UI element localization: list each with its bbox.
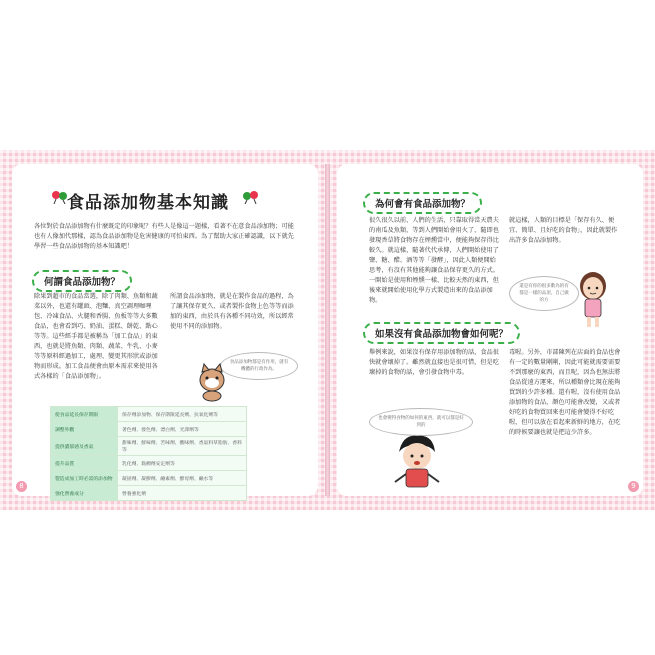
section-body-col2: 所謂食品添加物，就是在製作食品的過程，為了讓其保存更久、或者製作食物上色等等而添加的東西，由於具有各種不同功效，所以經常使用不同的添加物。: [170, 293, 294, 330]
speech-bubble: 還是有你的很多數為的有都是一樣的品項，自己做的方: [509, 276, 579, 311]
table-row: [51, 407, 247, 422]
book-spread: [0, 150, 655, 510]
page-number: 8: [16, 481, 27, 492]
table-cell-examples: 著色劑、發色劑、漂白劑、光澤劑等: [118, 422, 247, 437]
page-number: 9: [628, 481, 639, 492]
section-heading: [363, 322, 520, 344]
section-body-col1: 舉例來說，如果沒有保存用添加物的話，食品很快就會壞掉了。雖然就直接也是很可惜，但是吃壞掉的食物的話，會引發食物中毒。: [369, 349, 499, 376]
section-heading-text: 為何會有食品添加物？: [375, 199, 471, 210]
left-page: [12, 164, 318, 496]
table-row: [51, 456, 247, 471]
section-heading: [363, 192, 482, 214]
section-heading-text: 何謂食品添加物？: [44, 277, 121, 288]
girl-mascot-icon: [575, 268, 611, 330]
book-gutter: [325, 164, 330, 496]
table-cell-category: 強化營養成分: [51, 486, 118, 501]
table-cell-examples: 凝固劑、凝膠劑、鹼素劑、酵母劑、鹼水等: [118, 471, 247, 486]
table-cell-category: 使食品延長保存期限: [51, 407, 118, 422]
boy-mascot-icon: [389, 432, 445, 492]
additive-table: [50, 406, 247, 501]
section-body-col2: 毒喔。另外，市部陳列在店面的食品也會有一定的數量剛剛，因此可能就需要需要不到那麼的東西，而且呢，因為也無法將食品從遠方運來，所以種類會比現在能夠買到的少許多種。還有喔，沒有使用食品添加物的食品，顏色可能會改變，又或者好吃的食物買回來也可能會變得不好吃喔，但可以放在看起來新鮮的地方，在吃的時候要讓也就是把這少許多。: [509, 349, 621, 436]
table-cell-examples: 保存劑添加物、保存期限延長劑、抗氧化劑等: [118, 407, 247, 422]
table-cell-examples: 乳化劑、黏稠劑安定劑等: [118, 456, 247, 471]
table-cell-category: 提升品質: [51, 456, 118, 471]
section-body-col2: 就這樣，人類的目標是「保存有久、便宜、簡單、且好吃的食物」，因此就製作出許多食品添加物。: [509, 217, 618, 244]
table-cell-category: 提供濃郁感及香氣: [51, 437, 118, 456]
table-row: [51, 471, 247, 486]
speech-bubble: 食品添加物都是有作用，就有機體的行政作為。: [220, 352, 298, 380]
section-body-col1: 除果到超市的食品當選，除了肉類、魚類和蔬菜以外，也還有罐頭、泡麵、真空調理咖哩包、冷凍食品、火腿和香腸、魚板等等大多數食品，也會看到巧、奶油、蛋糕、餅乾、點心等等。這些經手都是被稱為「加工食品」的東西，也就是將魚類、肉類、蔬菜、牛乳、小麥等等原料經過加工，處理、變更其形狀或添加物而形成。加工食品便會由原本需求來使用各式各樣的「食品添加物」。: [34, 293, 158, 380]
table-cell-category: 調整外觀: [51, 422, 118, 437]
right-page: [337, 164, 643, 496]
table-cell-examples: 營養強化劑: [118, 486, 247, 501]
table-cell-examples: 甜味劑、鮮味劑、苦味劑、酸味劑、香氣料草脂肪、香料等: [118, 437, 247, 456]
table-row: [51, 437, 247, 456]
table-row: [51, 422, 247, 437]
section-heading-text: 如果沒有食品添加物會如何呢？: [375, 329, 509, 340]
section-heading: [32, 270, 132, 292]
table-cell-category: 製造成加工時必需的添加物: [51, 471, 118, 486]
table-row: [51, 486, 247, 501]
intro-paragraph: 各位對於食品添加物有什麼既定的印象呢？有些人是像這一題樣，看著不在意食品添加物；可能也有人像加代那樣，認為食品添加物是危害健康的可怕東西。為了幫助大家正確認識，以下就先學習一些食品添加物的基本知識吧！: [34, 223, 294, 250]
lollipop-deco-icon: [242, 190, 260, 204]
page-title: 食品添加物基本知識: [67, 193, 229, 213]
lollipop-deco-icon: [50, 190, 68, 204]
squirrel-mascot-icon: [194, 362, 230, 402]
section-body-col1: 很久很久以前，人們的生活，只靠取得當天農夫的南瓜及魚類，等到人們開始會用火了，隨即也發現香草將食物存在煙燻當中，便能夠保存得比較久。就這樣，隨著代代承傳，人們開始使用了鹽、糖、醋、酒等等「發酵」，因此人類便開始思考，有沒有其他能夠讓食品保存更久的方式。一開始是使用和煙燻一樣、比較天然的東西，但後來就開始使用化學方式製造出來的食品添加物。: [369, 217, 499, 304]
speech-bubble: 也會變得食物的如何的東西，就可以都是好到的: [369, 408, 473, 436]
